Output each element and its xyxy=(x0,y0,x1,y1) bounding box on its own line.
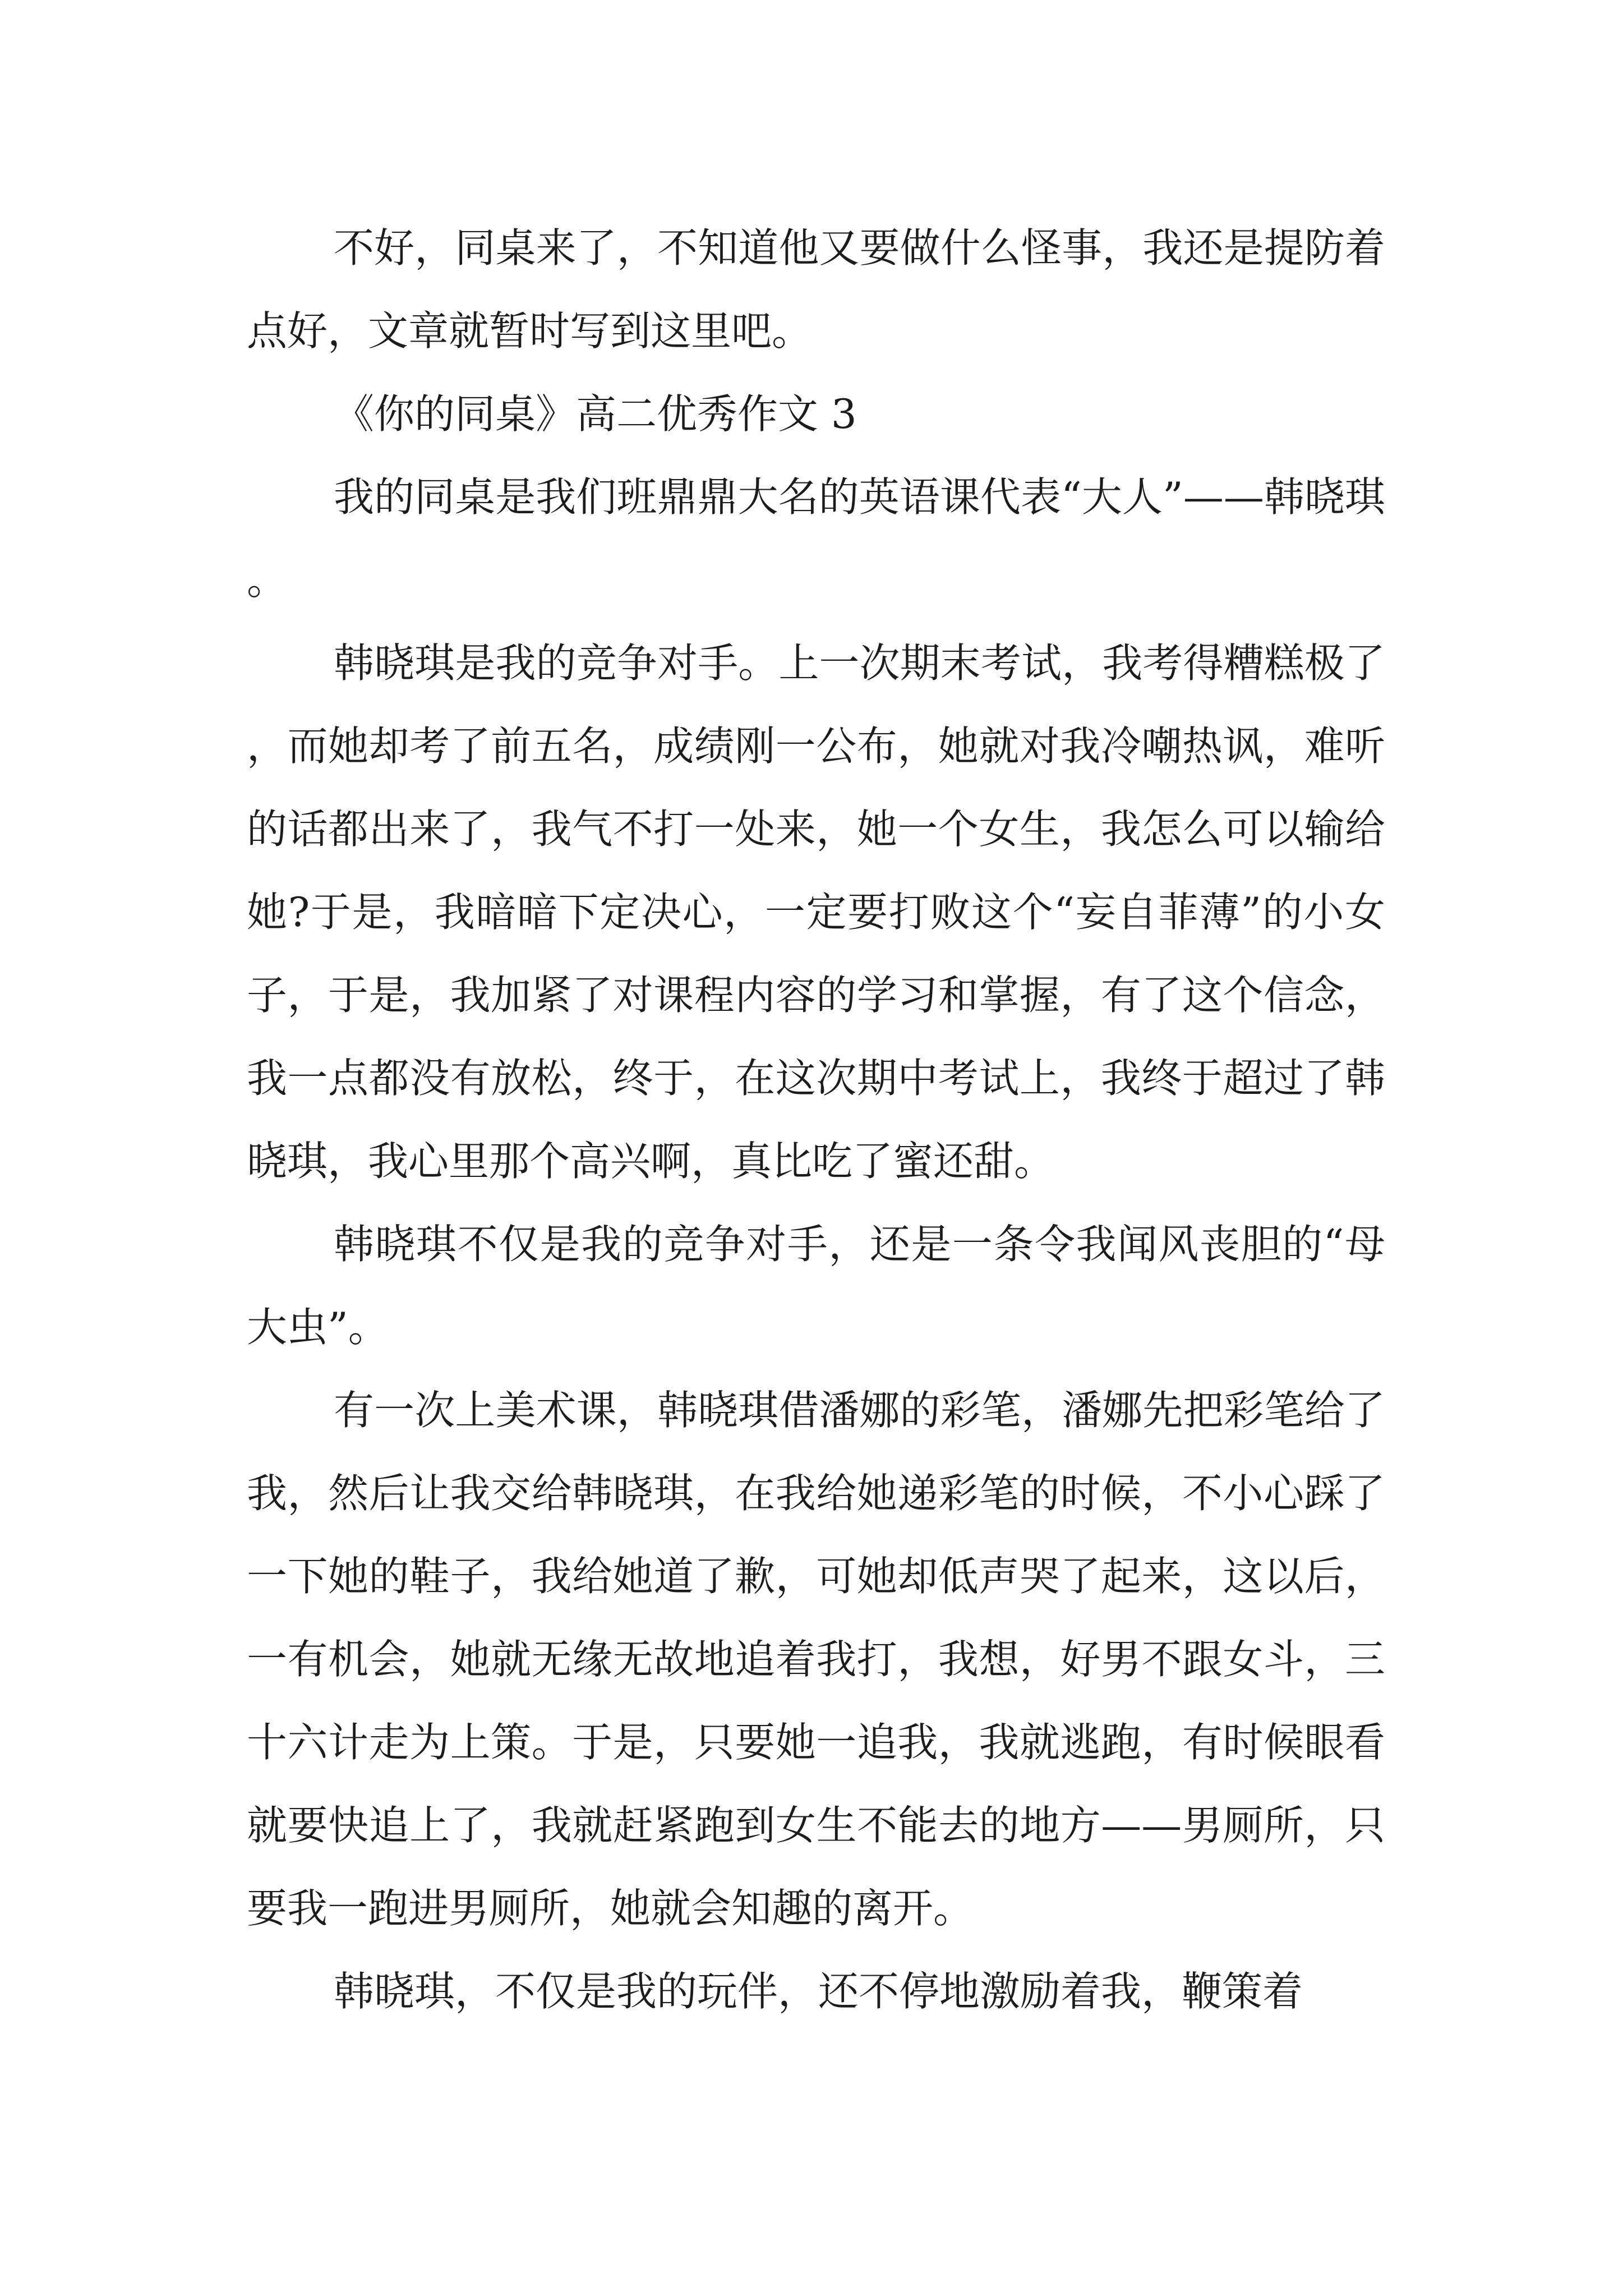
paragraph: 我的同桌是我们班鼎鼎大名的英语课代表“大人”——韩晓琪。 xyxy=(247,473,1385,604)
paragraph: 有一次上美术课，韩晓琪借潘娜的彩笔，潘娜先把彩笔给了我，然后让我交给韩晓琪，在我给她递彩笔的时候，不小心踩了一下她的鞋子，我给她道了歉，可她却低声哭了起来，这以后，一有机会，她就无缘无故地追着我打，我想，好男不跟女斗，三十六计走为上策。于是，只要她一追我，我就逃跑，有时候眼看就要快追上了，我就赶紧跑到女生不能去的地方——男厕所，只要我一跑进男厕所，她就会知趣的离开。 xyxy=(247,1387,1385,1932)
paragraph: 韩晓琪，不仅是我的玩伴，还不停地激励着我，鞭策着 xyxy=(334,1968,1303,2015)
paragraph: 韩晓琪不仅是我的竞争对手，还是一条令我闻风丧胆的“母大虫”。 xyxy=(247,1221,1385,1351)
document-body xyxy=(247,206,1385,2033)
paragraph: 不好，同桌来了，不知道他又要做什么怪事，我还是提防着点好，文章就暂时写到这里吧。 xyxy=(247,224,1385,355)
essay-title: 《你的同桌》高二优秀作文 3 xyxy=(334,390,857,438)
paragraph: 韩晓琪是我的竞争对手。上一次期末考试，我考得糟糕极了，而她却考了前五名，成绩刚一公布，她就对我冷嘲热讽，难听的话都出来了，我气不打一处来，她一个女生，我怎么可以输给她?于是，我暗暗下定决心，一定要打败这个“妄自菲薄”的小女子，于是，我加紧了对课程内容的学习和掌握，有了这个信念，我一点都没有放松，终于，在这次期中考试上，我终于超过了韩晓琪，我心里那个高兴啊，真比吃了蜜还甜。 xyxy=(247,639,1385,1185)
